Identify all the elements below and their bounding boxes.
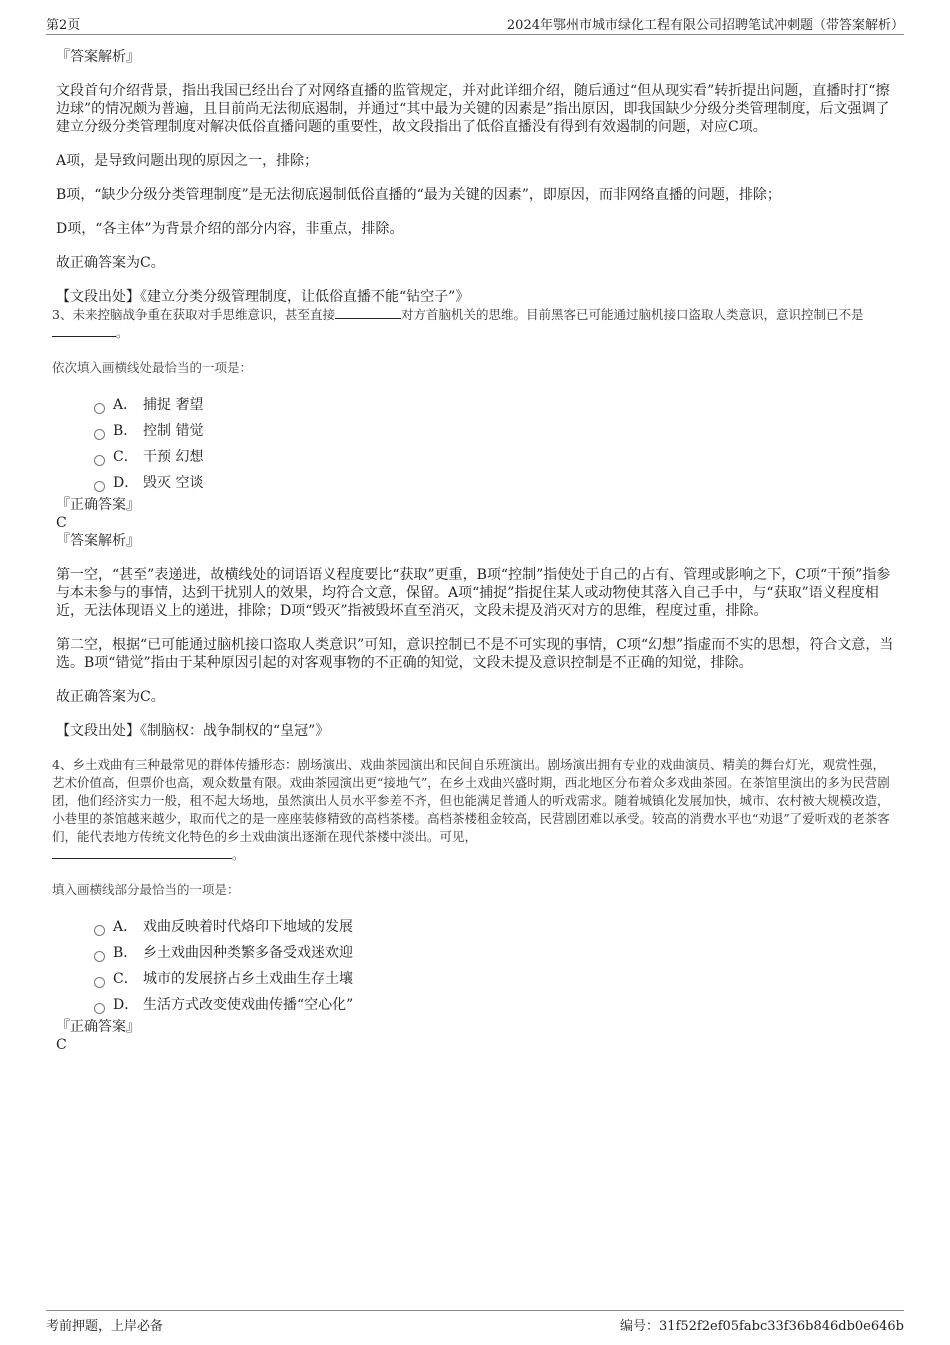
option-text: 毁灭 空谈 xyxy=(143,475,204,491)
analysis-paragraph: D项，“各主体”为背景介绍的部分内容，非重点，排除。 xyxy=(56,221,404,237)
document-id: 编号：31f52f2ef05fabc33f36b846db0e646b xyxy=(620,1319,904,1334)
stem-text: 4、乡土戏曲有三种最常见的群体传播形态：剧场演出、戏曲茶园演出和民间自乐班演出。剧场演出拥有专业的戏曲演员、精美的舞台灯光，观赏性强，艺术价值高，但票价也高，观众数量有限。戏曲茶园演出更“接地气”，在乡土戏曲兴盛时期，西北地区分布着众多戏曲茶园。在茶馆里演出的多为民营剧团，他们经济实力一般，租不起大场地，虽然演出人员水平参差不齐，但也能满足普通人的听戏需求。随着城镇化发展加快，城市、农村被大规模改造，小巷里的茶馆越来越少，取而代之的是一座座装修精致的高档茶楼。高档茶楼租金较高，民营剧团难以承受。较高的消费水平也“劝退”了爱听戏的老茶客们，能代表地方传统文化特色的乡土戏曲演出逐渐在现代茶楼中淡出。可见， xyxy=(52,757,890,844)
stem-text: 3、未来控脑战争重在获取对手思维意识，甚至直接 xyxy=(52,307,335,322)
analysis-paragraph: A项，是导致问题出现的原因之一，排除； xyxy=(56,153,319,169)
option-text: 控制 错觉 xyxy=(143,423,204,439)
option-c[interactable] xyxy=(94,444,896,470)
options-list xyxy=(94,914,896,1018)
fill-blank xyxy=(52,846,232,859)
option-text: 干预 幻想 xyxy=(143,449,204,465)
option-letter: A． xyxy=(113,919,138,935)
option-letter: D． xyxy=(113,997,139,1013)
option-letter: B． xyxy=(113,945,138,961)
option-b[interactable] xyxy=(94,940,896,966)
radio-icon[interactable] xyxy=(94,429,105,440)
radio-icon[interactable] xyxy=(94,951,105,962)
radio-icon[interactable] xyxy=(94,455,105,466)
analysis-label: 『答案解析』 xyxy=(56,533,140,549)
radio-icon[interactable] xyxy=(94,481,105,492)
option-text: 戏曲反映着时代烙印下地域的发展 xyxy=(143,919,353,935)
document-title: 2024年鄂州市城市绿化工程有限公司招聘笔试冲刺题（带答案解析） xyxy=(506,18,904,33)
question-stem xyxy=(52,756,896,864)
option-text: 捕捉 奢望 xyxy=(143,397,204,413)
stem-text: 。 xyxy=(116,325,129,340)
page-footer xyxy=(46,1310,904,1334)
question-stem xyxy=(52,306,896,342)
stem-text: 。 xyxy=(232,847,245,862)
option-letter: B． xyxy=(113,423,138,439)
option-letter: A． xyxy=(113,397,138,413)
analysis-label: 『答案解析』 xyxy=(56,49,140,65)
option-letter: C． xyxy=(113,971,138,987)
option-text: 生活方式改变使戏曲传播“空心化” xyxy=(143,997,354,1013)
correct-answer-statement: 故正确答案为C。 xyxy=(56,255,165,271)
option-d[interactable] xyxy=(94,992,896,1018)
option-d[interactable] xyxy=(94,470,896,496)
fill-blank xyxy=(52,324,116,337)
options-list xyxy=(94,392,896,496)
option-b[interactable] xyxy=(94,418,896,444)
option-letter: C． xyxy=(113,449,138,465)
question-prompt: 填入画横线部分最恰当的一项是： xyxy=(52,882,240,897)
radio-icon[interactable] xyxy=(94,403,105,414)
source-citation: 【文段出处】《建立分类分级管理制度，让低俗直播不能“钻空子”》 xyxy=(56,289,470,305)
page-header xyxy=(46,14,904,35)
option-letter: D． xyxy=(113,475,139,491)
analysis-paragraph: B项，“缺少分级分类管理制度”是无法彻底遏制低俗直播的“最为关键的因素”，即原因，而非网络直播的问题，排除； xyxy=(56,187,781,203)
footer-slogan: 考前押题，上岸必备 xyxy=(46,1319,164,1334)
question-prompt: 依次填入画横线处最恰当的一项是： xyxy=(52,360,253,375)
radio-icon[interactable] xyxy=(94,925,105,936)
radio-icon[interactable] xyxy=(94,1003,105,1014)
analysis-paragraph: 第二空，根据“已可能通过脑机接口盗取人类意识”可知，意识控制已不是不可实现的事情，C项“幻想”指虚而不实的思想，符合文意，当选。B项“错觉”指由于某种原因引起的对客观事物的不正确的知觉，文段未提及意识控制是不正确的知觉，排除。 xyxy=(56,637,894,671)
option-text: 城市的发展挤占乡土戏曲生存土壤 xyxy=(143,971,353,987)
correct-answer-statement: 故正确答案为C。 xyxy=(56,689,165,705)
option-c[interactable] xyxy=(94,966,896,992)
analysis-paragraph: 第一空，“甚至”表递进，故横线处的词语语义程度要比“获取”更重，B项“控制”指使处于自己的占有、管理或影响之下，C项“干预”指参与本未参与的事情，达到干扰别人的效果，均符合文意，保留。A项“捕捉”指捉住某人或动物使其落入自己手中，与“获取”语义程度相近，无法体现语义上的递进，排除；D项“毁灭”指被毁坏直至消灭，文段未提及消灭对方的思维，程度过重，排除。 xyxy=(56,567,891,619)
page-number: 第2页 xyxy=(46,18,81,33)
source-citation: 【文段出处】《制脑权：战争制权的“皇冠”》 xyxy=(56,723,330,739)
page-content xyxy=(52,48,896,1054)
fill-blank xyxy=(335,306,401,319)
option-a[interactable] xyxy=(94,914,896,940)
option-text: 乡土戏曲因种类繁多备受戏迷欢迎 xyxy=(143,945,353,961)
correct-answer: C xyxy=(56,515,67,531)
correct-answer: C xyxy=(56,1037,67,1053)
stem-text: 对方首脑机关的思维。目前黑客已可能通过脑机接口盗取人类意识，意识控制已不是 xyxy=(400,307,864,322)
correct-answer-label: 『正确答案』 xyxy=(56,1019,140,1035)
option-a[interactable] xyxy=(94,392,896,418)
radio-icon[interactable] xyxy=(94,977,105,988)
analysis-paragraph: 文段首句介绍背景，指出我国已经出台了对网络直播的监管规定，并对此详细介绍，随后通过“但从现实看”转折提出问题，直播时打“擦边球”的情况颇为普遍，且目前尚无法彻底遏制，并通过“其中最为关键的因素是”指出原因，即我国缺少分级分类管理制度，后文强调了建立分级分类管理制度对解决低俗直播问题的重要性，故文段指出了低俗直播没有得到有效遏制的问题，对应C项。 xyxy=(56,83,890,135)
correct-answer-label: 『正确答案』 xyxy=(56,497,140,513)
